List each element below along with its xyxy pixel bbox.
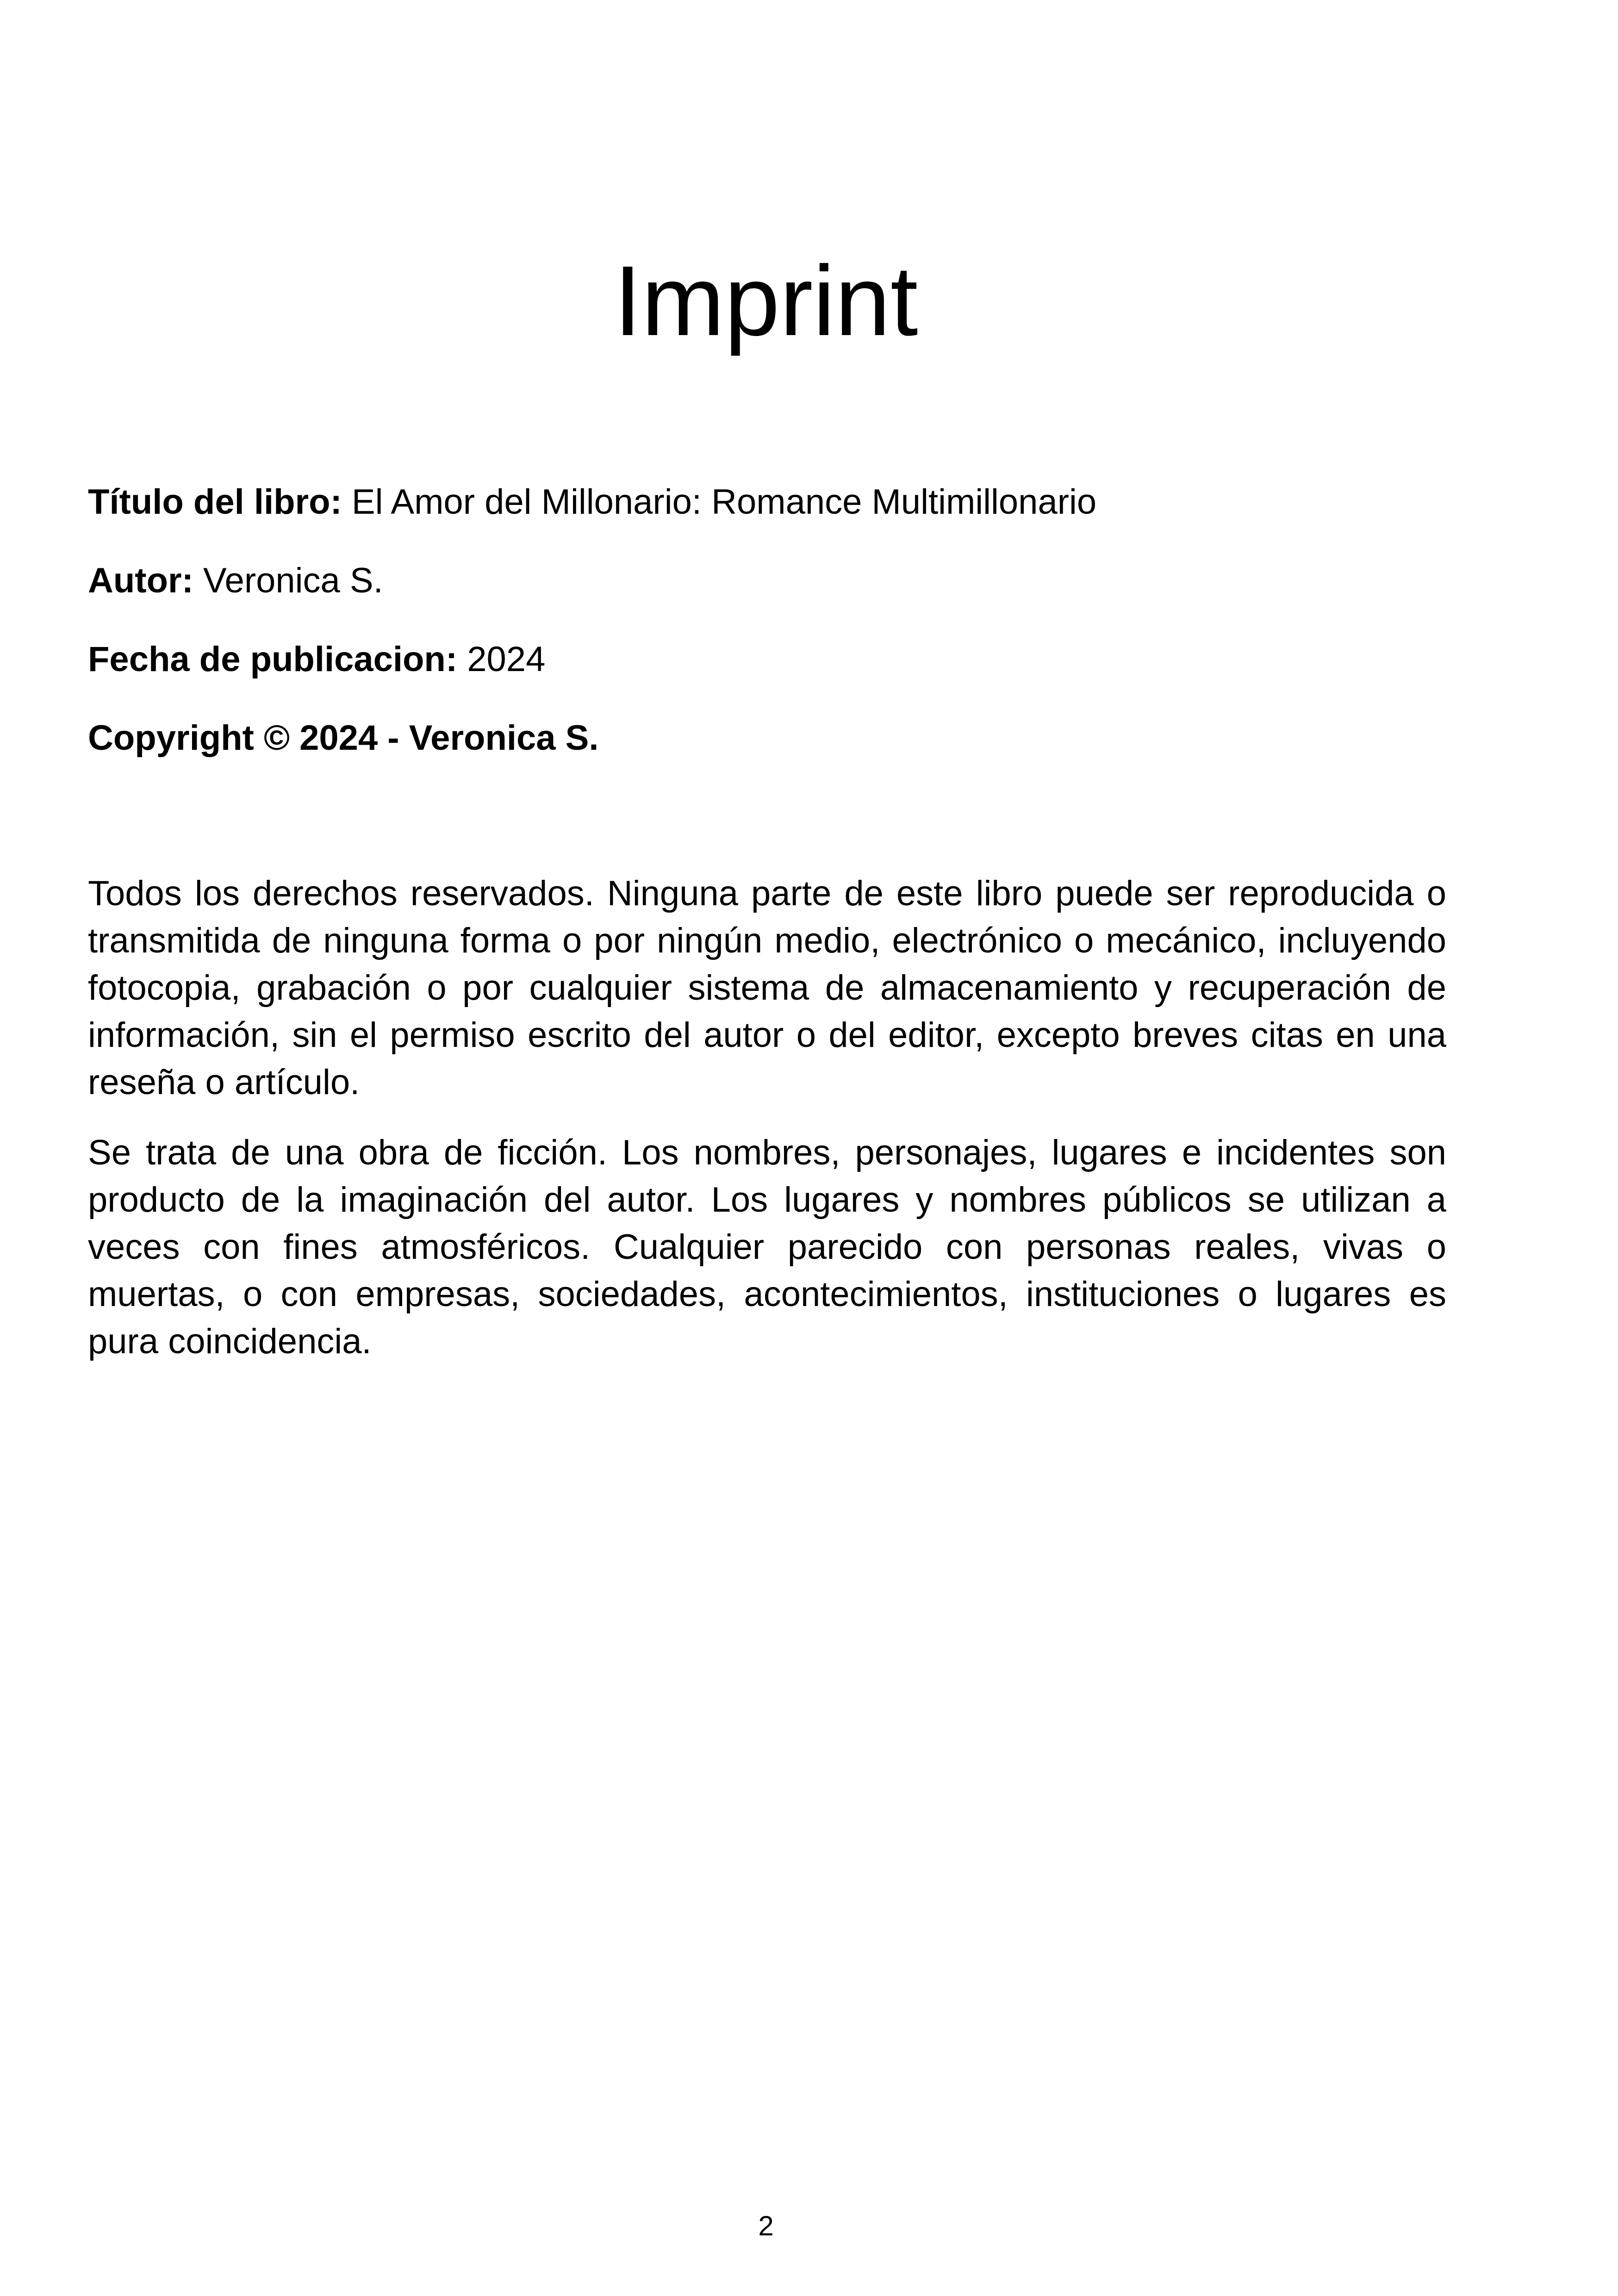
book-title-value: El Amor del Millonario: Romance Multimillonario bbox=[342, 482, 1097, 522]
fiction-disclaimer-paragraph: Se trata de una obra de ficción. Los nombres, personajes, lugares e incidentes son producto de la imaginación del autor. Los lugares y nombres públicos se utilizan a veces con fines atmosféricos. Cualquier parecido con personas reales, vivas o muertas, o con empresas, sociedades, acontecimientos, instituciones o lugares es pura coincidencia. bbox=[88, 1133, 1446, 1361]
book-title-label: Título del libro: bbox=[88, 482, 342, 522]
publication-date-value: 2024 bbox=[457, 640, 546, 679]
page-title: Imprint bbox=[614, 245, 918, 356]
imprint-details bbox=[88, 479, 1476, 794]
publication-date-label: Fecha de publicacion: bbox=[88, 640, 458, 679]
author-label: Autor: bbox=[88, 561, 193, 600]
publication-date-line bbox=[88, 636, 1476, 683]
rights-paragraph: Todos los derechos reservados. Ninguna parte de este libro puede ser reproducida o transmitida de ninguna forma o por ningún medio, electrónico o mecánico, incluyendo fotocopia, grabación o por cualquier sistema de almacenamiento y recuperación de información, sin el permiso escrito del autor o del editor, excepto breves citas en una reseña o artículo. bbox=[88, 874, 1446, 1102]
book-title-line bbox=[88, 479, 1476, 525]
page-number: 2 bbox=[758, 2210, 774, 2241]
legal-text bbox=[88, 870, 1446, 1388]
author-value: Veronica S. bbox=[193, 561, 383, 600]
author-line bbox=[88, 558, 1476, 604]
copyright-line: Copyright © 2024 - Veronica S. bbox=[88, 718, 599, 758]
